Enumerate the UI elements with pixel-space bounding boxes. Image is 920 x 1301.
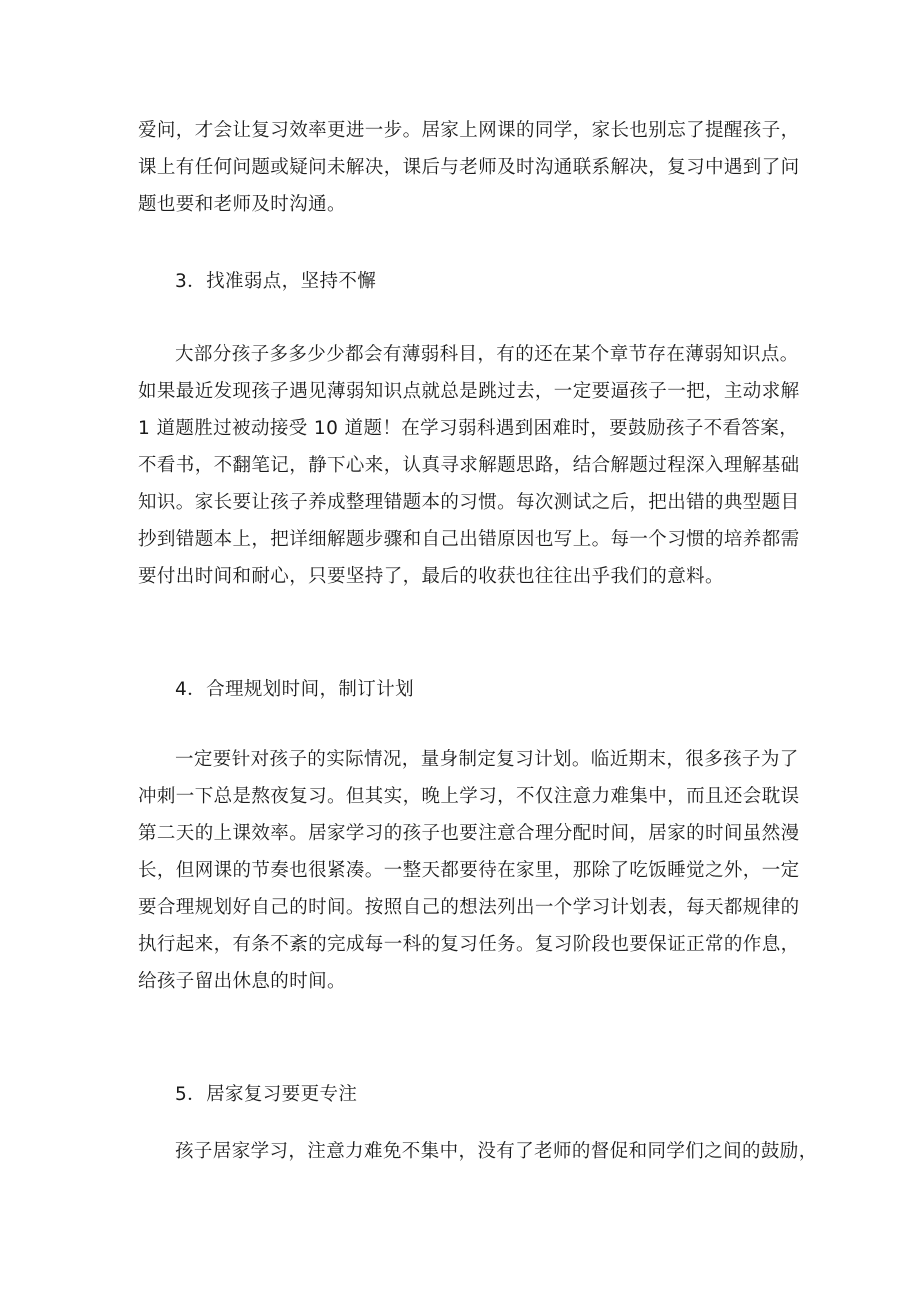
text-line: 大部分孩子多多少少都会有薄弱科目，有的还在某个章节存在薄弱知识点。 xyxy=(175,344,799,365)
text-line: 题也要和老师及时沟通。 xyxy=(138,194,346,215)
paragraph-focus-at-home xyxy=(138,1133,818,1170)
text-line: 不看书，不翻笔记，静下心来，认真寻求解题思路，结合解题过程深入理解基础 xyxy=(138,455,800,476)
text-line: 要付出时间和耐心，只要坚持了，最后的收获也往往出乎我们的意料。 xyxy=(138,566,724,587)
text-line: 冲刺一下总是熬夜复习。但其实，晚上学习，不仅注意力难集中，而且还会耽误 xyxy=(138,786,800,807)
text-line: 长，但网课的节奏也很紧凑。一整天都要待在家里，那除了吃饭睡觉之外，一定 xyxy=(138,860,800,881)
section-heading-3: 3．找准弱点，坚持不懈 xyxy=(175,271,377,292)
text-line: 执行起来，有条不紊的完成每一科的复习任务。复习阶段也要保证正常的作息， xyxy=(138,934,800,955)
text-line: 孩子居家学习，注意力难免不集中，没有了老师的督促和同学们之间的鼓励， xyxy=(175,1141,818,1162)
paragraph-review-efficiency xyxy=(138,112,800,223)
text-line: 爱问，才会让复习效率更进一步。居家上网课的同学，家长也别忘了提醒孩子， xyxy=(138,120,800,141)
paragraph-weak-points xyxy=(138,336,800,595)
text-line: 1 道题胜过被动接受 10 道题！在学习弱科遇到困难时，要鼓励孩子不看答案， xyxy=(138,418,799,439)
section-heading-5: 5．居家复习要更专注 xyxy=(175,1084,358,1105)
text-line: 给孩子留出休息的时间。 xyxy=(138,971,346,992)
paragraph-time-planning xyxy=(138,741,800,1000)
text-line: 知识。家长要让孩子养成整理错题本的习惯。每次测试之后，把出错的典型题目 xyxy=(138,492,800,513)
section-heading-4: 4．合理规划时间，制订计划 xyxy=(175,679,414,700)
text-line: 要合理规划好自己的时间。按照自己的想法列出一个学习计划表，每天都规律的 xyxy=(138,897,800,918)
text-line: 第二天的上课效率。居家学习的孩子也要注意合理分配时间，居家的时间虽然漫 xyxy=(138,823,800,844)
text-line: 课上有任何问题或疑问未解决，课后与老师及时沟通联系解决，复习中遇到了问 xyxy=(138,157,800,178)
text-line: 抄到错题本上，把详细解题步骤和自己出错原因也写上。每一个习惯的培养都需 xyxy=(138,529,800,550)
text-line: 一定要针对孩子的实际情况，量身制定复习计划。临近期末，很多孩子为了 xyxy=(175,749,799,770)
text-line: 如果最近发现孩子遇见薄弱知识点就总是跳过去，一定要逼孩子一把，主动求解 xyxy=(138,381,800,402)
